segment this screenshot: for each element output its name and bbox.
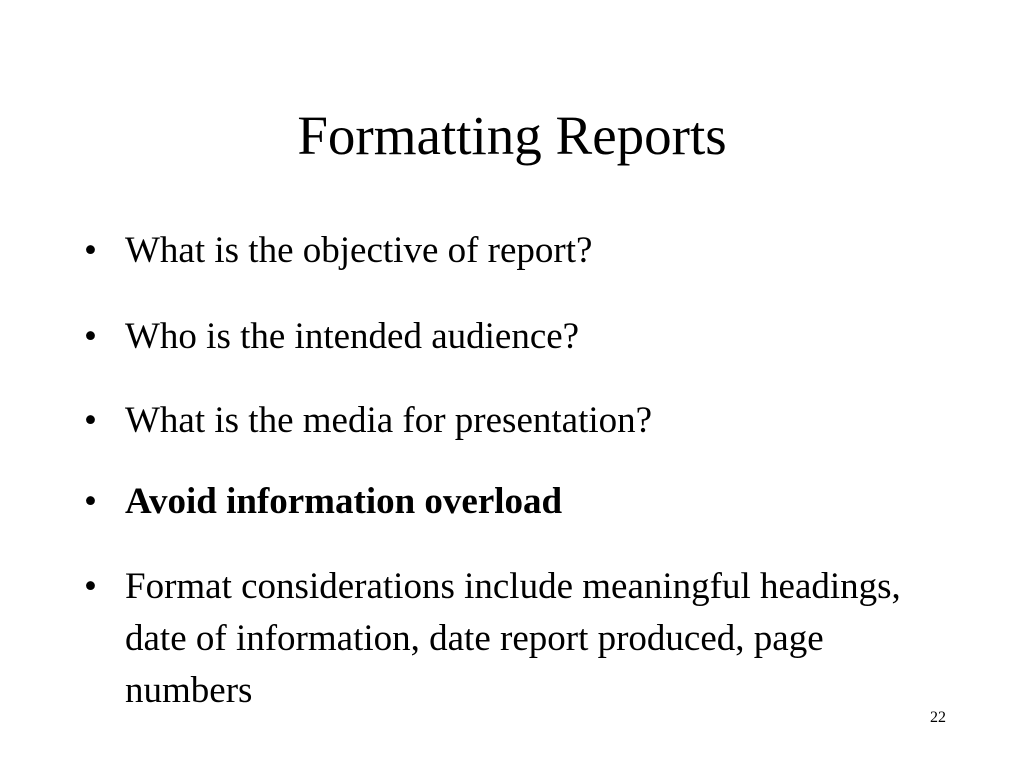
bullet-text: Format considerations include meaningful headings, date of information, date report produced, page numbers xyxy=(125,566,901,711)
bullet-icon: • xyxy=(84,400,97,441)
bullet-item xyxy=(84,227,944,275)
slide-title: Formatting Reports xyxy=(297,105,727,166)
bullet-text: Who is the intended audience? xyxy=(125,316,580,357)
bullet-icon: • xyxy=(84,566,97,607)
bullet-item xyxy=(84,478,944,526)
bullet-icon: • xyxy=(84,316,97,357)
page-number: 22 xyxy=(930,709,946,726)
bullet-item xyxy=(84,313,944,361)
bullet-icon: • xyxy=(84,230,97,271)
bullet-icon: • xyxy=(84,481,97,522)
bullet-text: What is the objective of report? xyxy=(125,230,593,271)
bullet-item xyxy=(84,397,944,445)
bullet-text-bold: Avoid information overload xyxy=(125,481,563,522)
bullet-item xyxy=(84,561,944,717)
bullet-text: What is the media for presentation? xyxy=(125,400,653,441)
